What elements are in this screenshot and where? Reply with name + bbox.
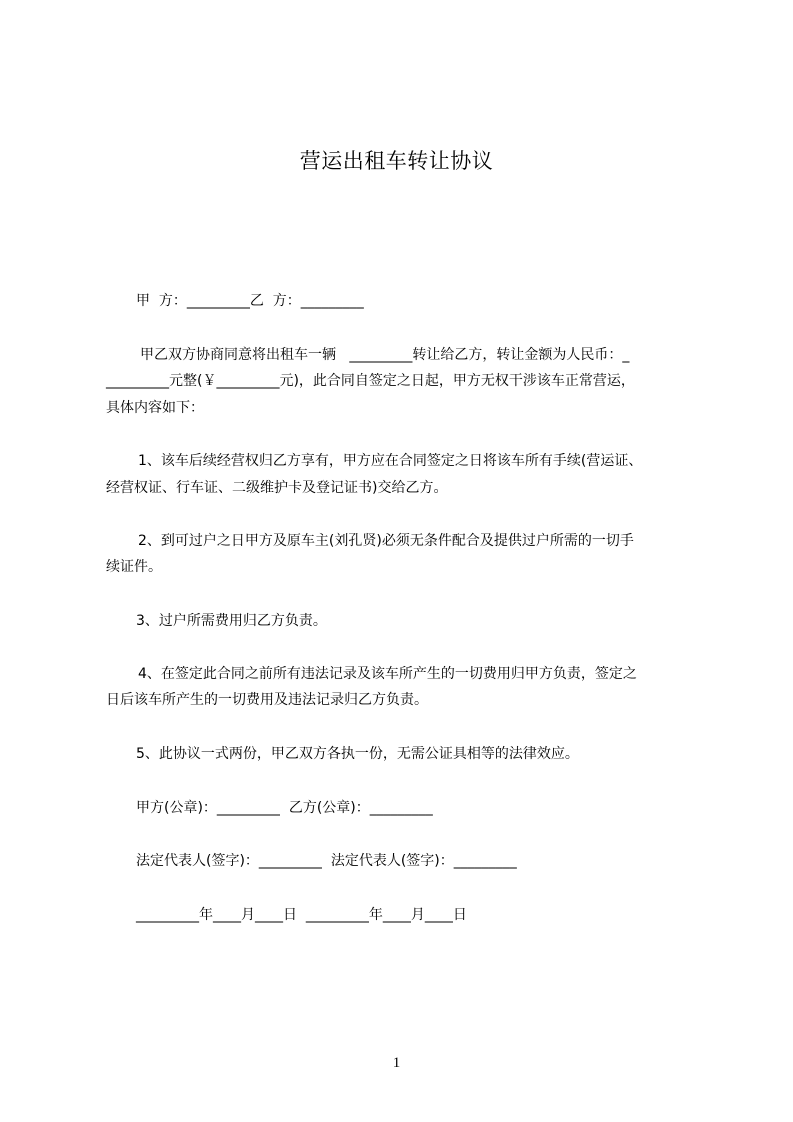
intro-line-3: 具体内容如下： <box>106 400 204 416</box>
clause-4-line-2: 日后该车所产生的一切费用及违法记录归乙方负责。 <box>106 692 428 708</box>
clause-5-line-1: 5、此协议一式两份，甲乙双方各执一份，无需公证具相等的法律效应。 <box>136 746 579 762</box>
clause-2-line-2: 续证件。 <box>106 559 162 575</box>
document-title: 营运出租车转让协议 <box>299 149 494 173</box>
intro-line-1: 甲乙双方协商同意将出租车一辆 _________转让给乙方，转让金额为人民币：_ <box>140 347 630 363</box>
clause-3-line-1: 3、过户所需费用归乙方负责。 <box>136 613 327 629</box>
date-line: _________年____月____日 _________年____月____日 <box>136 907 467 923</box>
seal-line: 甲方(公章)：_________ 乙方(公章)：_________ <box>136 800 433 816</box>
clause-4-line-1: 4、在签定此合同之前所有违法记录及该车所产生的一切费用归甲方负责，签定之 <box>138 666 637 682</box>
representative-signature-line: 法定代表人(签字)：_________ 法定代表人(签字)：_________ <box>136 853 517 869</box>
clause-1-line-2: 经营权证、行车证、二级维护卡及登记证书)交给乙方。 <box>106 480 448 496</box>
clause-2-line-1: 2、到可过户之日甲方及原车主(刘孔贤)必须无条件配合及提供过户所需的一切手 <box>138 533 634 549</box>
clause-1-line-1: 1、该车后续经营权归乙方享有，甲方应在合同签定之日将该车所有手续(营运证、 <box>138 453 643 469</box>
parties-line: 甲 方：_________乙 方：_________ <box>136 293 364 309</box>
intro-line-2: _________元整(￥_________元)，此合同自签定之日起，甲方无权干涉该车正常营运， <box>106 373 635 389</box>
page-number: 1 <box>392 1055 401 1071</box>
